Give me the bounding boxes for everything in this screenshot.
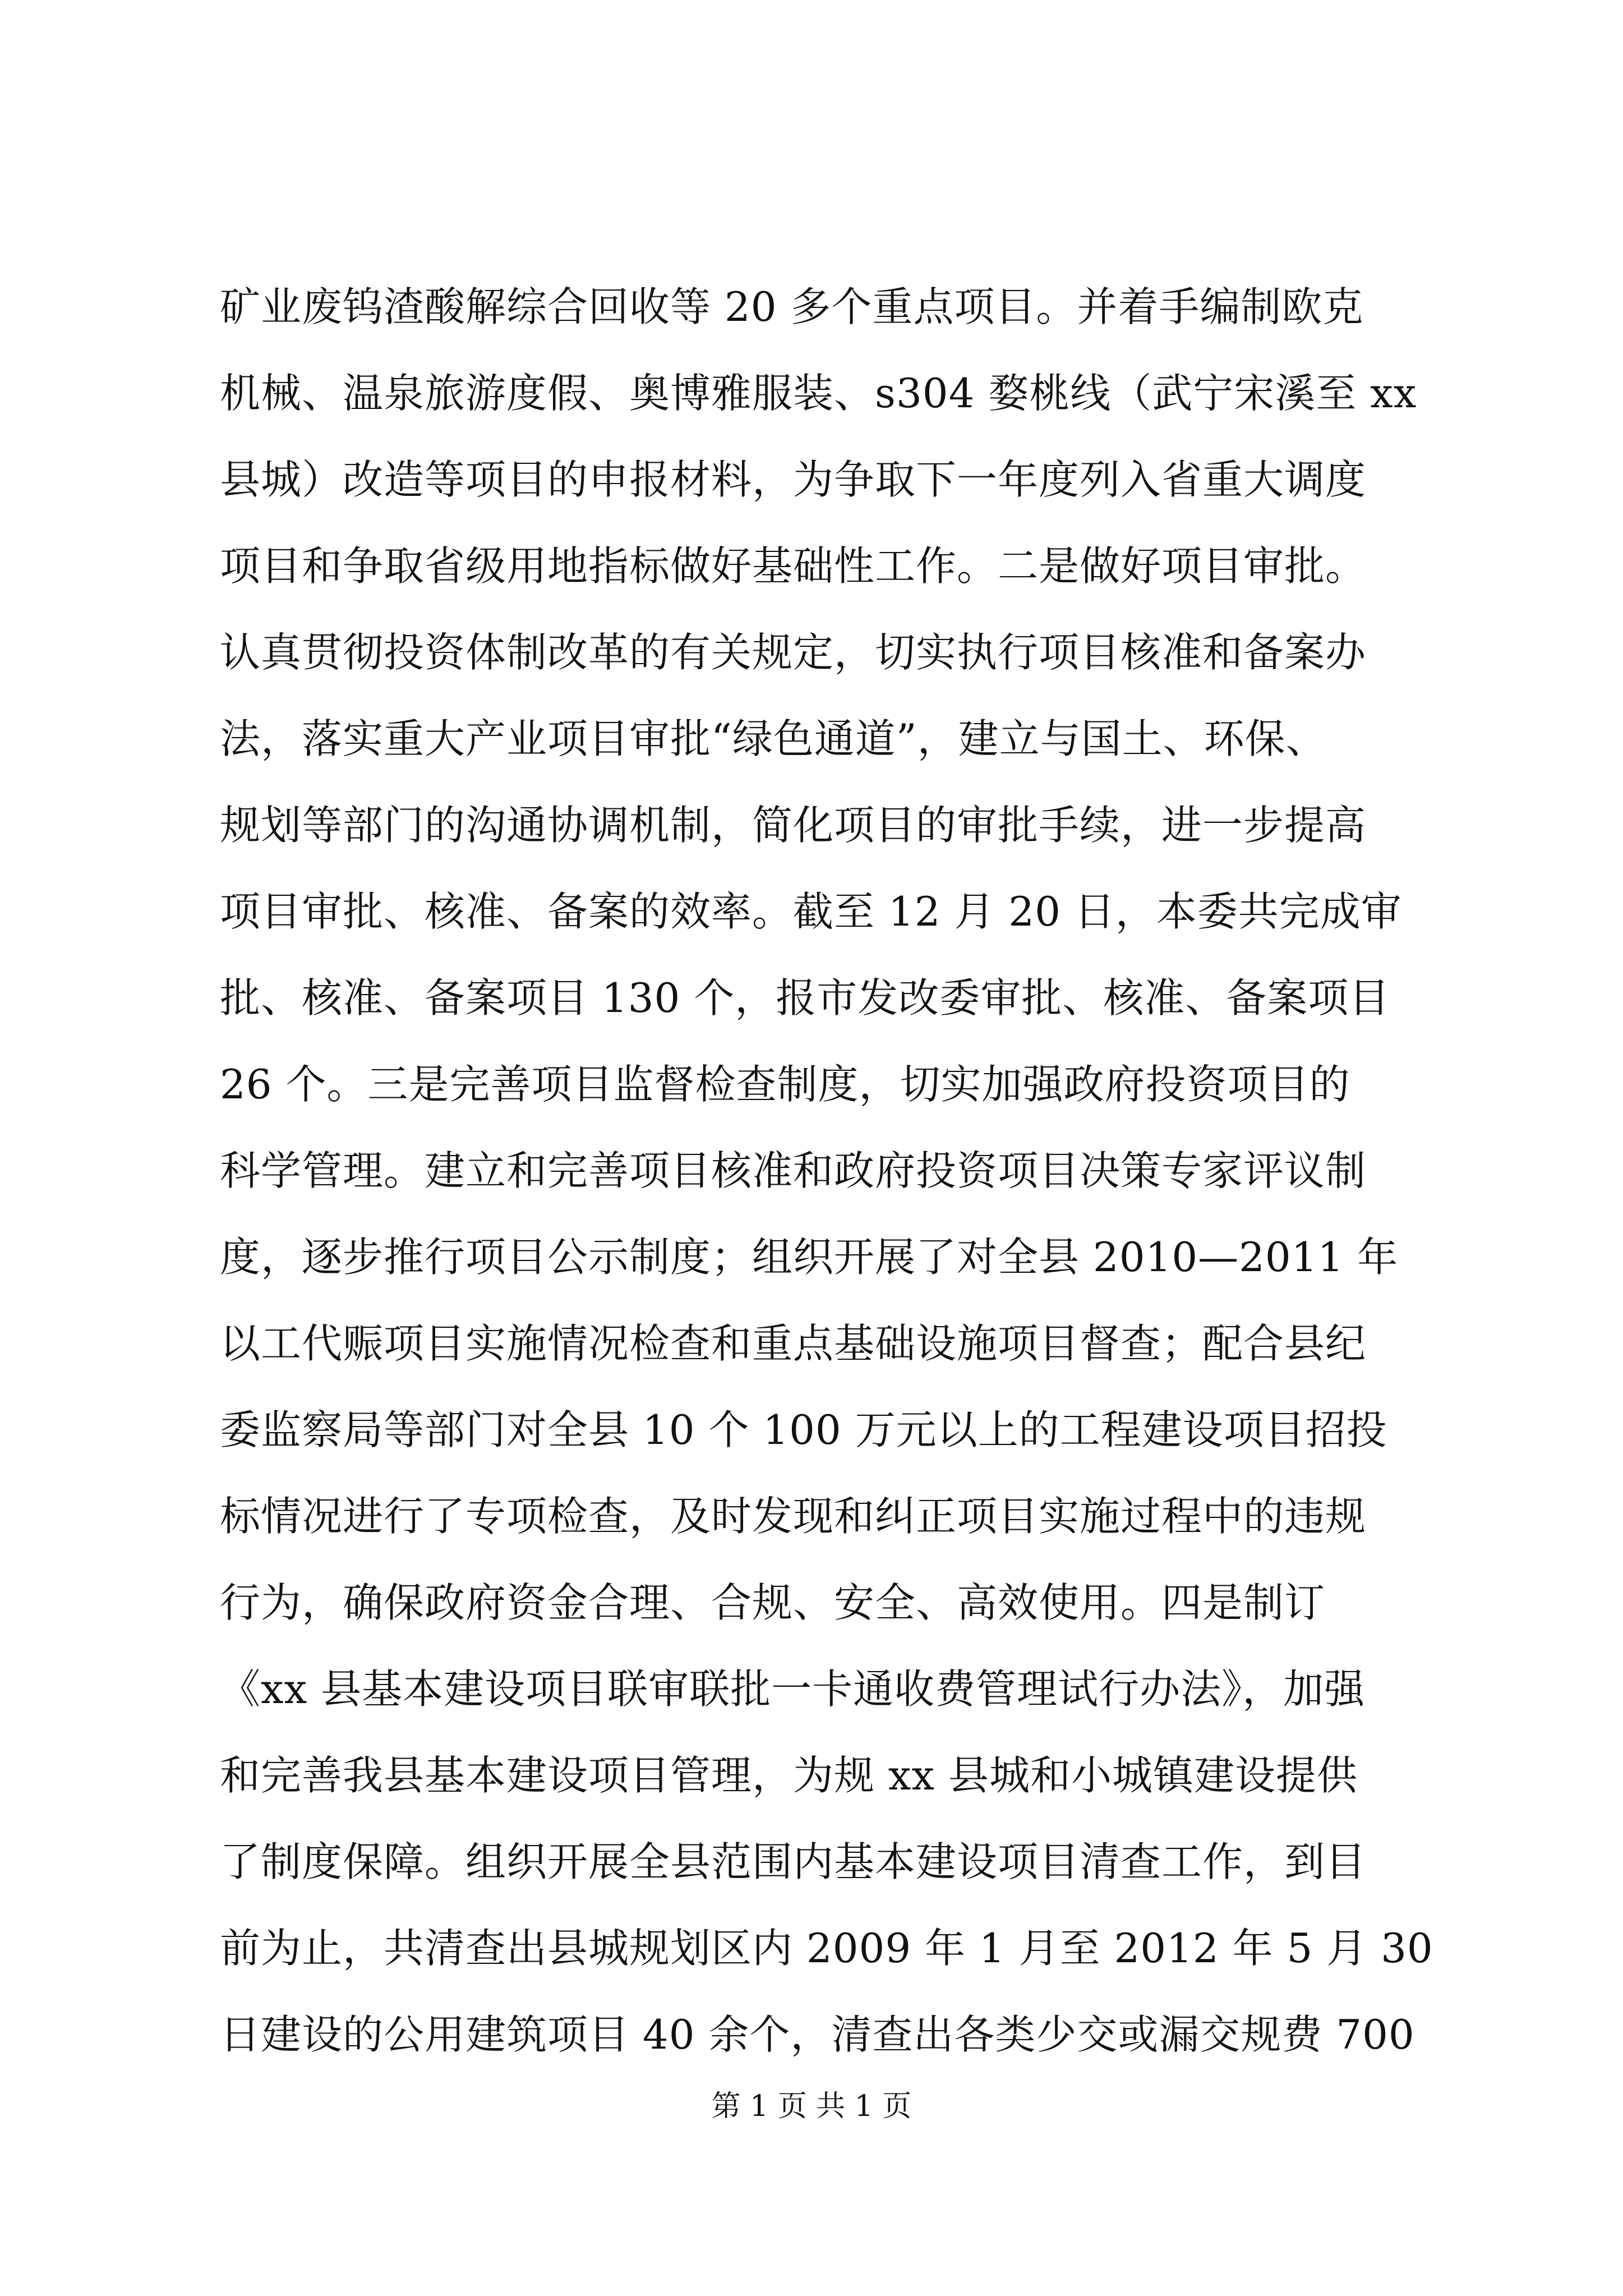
text-line-3: 县城）改造等项目的申报材料，为争取下一年度列入省重大调度 [220, 456, 1367, 503]
text-line-5: 认真贯彻投资体制改革的有关规定，切实执行项目核准和备案办 [220, 629, 1367, 676]
text-line-4: 项目和争取省级用地指标做好基础性工作。二是做好项目审批。 [220, 542, 1367, 590]
text-line-19: 了制度保障。组织开展全县范围内基本建设项目清查工作，到目 [220, 1838, 1367, 1885]
text-line-17: 《xx 县基本建设项目联审联批一卡通收费管理试行办法》，加强 [220, 1665, 1366, 1713]
text-line-9: 批、核准、备案项目 130 个，报市发改委审批、核准、备案项目 [220, 974, 1390, 1022]
text-line-16: 行为，确保政府资金合理、合规、安全、高效使用。四是制订 [220, 1579, 1326, 1626]
text-line-1: 矿业废钨渣酸解综合回收等 20 多个重点项目。并着手编制欧克 [220, 283, 1364, 330]
text-line-15: 标情况进行了专项检查，及时发现和纠正项目实施过程中的违规 [220, 1493, 1367, 1540]
page-number: 第 1 页 共 1 页 [711, 2090, 912, 2123]
text-line-12: 度，逐步推行项目公示制度；组织开展了对全县 2010—2011 年 [220, 1234, 1399, 1281]
text-line-13: 以工代赈项目实施情况检查和重点基础设施项目督查；配合县纪 [220, 1320, 1367, 1367]
text-line-20: 前为止，共清查出县城规划区内 2009 年 1 月至 2012 年 5 月 30 [220, 1925, 1433, 1972]
body-text [220, 264, 1433, 2078]
text-line-2: 机械、温泉旅游度假、奥博雅服装、s304 婺桃线（武宁宋溪至 xx [220, 370, 1417, 417]
page-footer [0, 2087, 1623, 2126]
text-line-7: 规划等部门的沟通协调机制，简化项目的审批手续，进一步提高 [220, 802, 1367, 849]
text-line-14: 委监察局等部门对全县 10 个 100 万元以上的工程建设项目招投 [220, 1406, 1387, 1453]
text-line-18: 和完善我县基本建设项目管理，为规 xx 县城和小城镇建设提供 [220, 1752, 1358, 1799]
text-line-10: 26 个。三是完善项目监督检查制度，切实加强政府投资项目的 [220, 1061, 1350, 1108]
text-line-21: 日建设的公用建筑项目 40 余个，清查出各类少交或漏交规费 700 [220, 2011, 1415, 2058]
text-line-11: 科学管理。建立和完善项目核准和政府投资项目决策专家评议制 [220, 1147, 1367, 1194]
text-line-6: 法，落实重大产业项目审批“绿色通道”，建立与国土、环保、 [220, 715, 1327, 762]
text-line-8: 项目审批、核准、备案的效率。截至 12 月 20 日，本委共完成审 [220, 888, 1402, 935]
